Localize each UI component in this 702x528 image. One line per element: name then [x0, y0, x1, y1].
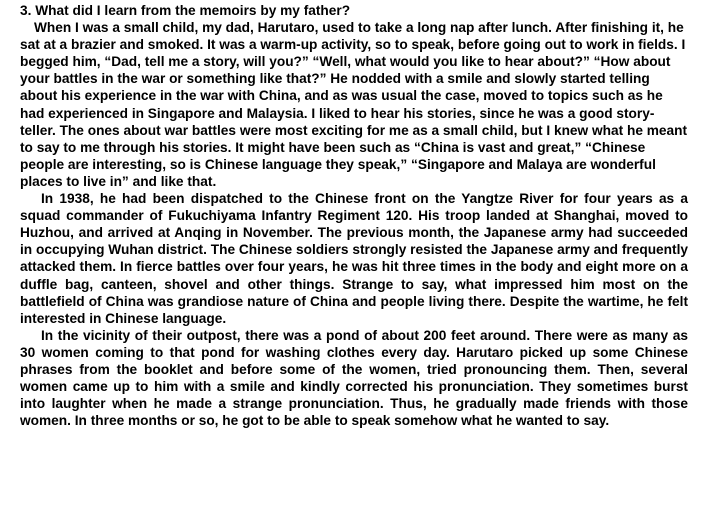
- paragraph-childhood-stories: When I was a small child, my dad, Harutaro, used to take a long nap after lunch. After finishing it, he sat at a brazier and smoked. It was a warm-up activity, so to speak, before going out to work in fields. I begged him, “Dad, tell me a story, will you?” “Well, what would you like to hear about?” “How about your battles in the war or something like that?” He nodded with a smile and slowly started telling about his experience in the war with China, and as was usual the case, moved to topics such as he had experienced in Singapore and Malaysia. I liked to hear his stories, since he was a good story-teller. The ones about war battles were most exciting for me as a small child, but I knew what he meant to say to me through his stories. It might have been such as “China is vast and great,” “Chinese people are interesting, so is Chinese language they speak,” “Singapore and Malaya are wonderful places to live in” and like that.: [20, 20, 688, 189]
- paragraph-china-front: In 1938, he had been dispatched to the Chinese front on the Yangtze River for four years as a squad commander of Fukuchiyama Infantry Regiment 120. His troop landed at Shanghai, moved to Huzhou, and arrived at Anqing in November. The previous month, the Japanese army had succeeded in occupying Wuhan district. The Chinese soldiers strongly resisted the Japanese army and frequently attacked them. In fierce battles over four years, he was hit three times in the body and eight more on a duffle bag, canteen, shovel and other things. Strange to say, what impressed him most on the battlefield of China was grandiose nature of China and people living there. Despite the wartime, he felt interested in Chinese language.: [20, 191, 688, 326]
- paragraph-pond-women: In the vicinity of their outpost, there was a pond of about 200 feet around. There were as many as 30 women coming to that pond for washing clothes every day. Harutaro picked up some Chinese phrases from the booklet and before some of the women, tried pronouncing them. Then, several women came up to him with a smile and kindly corrected his pronunciation. They sometimes burst into laughter when he made a strange pronunciation. Thus, he gradually made friends with those women. In three months or so, he got to be able to speak somehow what he wanted to say.: [20, 327, 688, 429]
- section-heading: 3. What did I learn from the memoirs by my father?: [20, 3, 351, 18]
